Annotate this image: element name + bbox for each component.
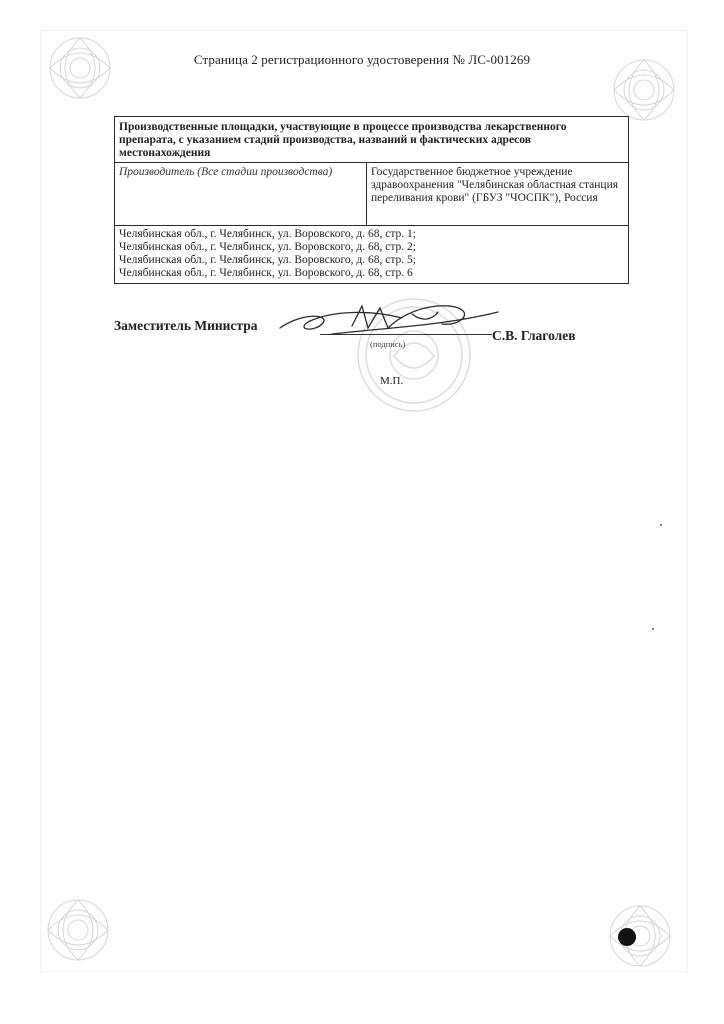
page-header: Страница 2 регистрационного удостоверения № ЛС-001269	[193, 52, 531, 67]
address-line: Челябинская обл., г. Челябинск, ул. Воровского, д. 68, стр. 5;	[119, 254, 416, 266]
punch-hole-mark	[618, 928, 636, 946]
signatory-name: С.В. Глаголев	[492, 328, 576, 343]
handwritten-signature	[262, 298, 512, 348]
address-line: Челябинская обл., г. Челябинск, ул. Воровского, д. 68, стр. 6	[119, 267, 413, 279]
corner-ornament-top-left	[38, 26, 122, 110]
scan-speck	[660, 524, 662, 526]
corner-ornament-bottom-left	[36, 888, 120, 972]
address-line: Челябинская обл., г. Челябинск, ул. Воровского, д. 68, стр. 1;	[119, 228, 416, 240]
address-line: Челябинская обл., г. Челябинск, ул. Воровского, д. 68, стр. 2;	[119, 241, 416, 253]
manufacturer-row	[115, 163, 629, 226]
position-title: Заместитель Министра	[114, 318, 258, 333]
organization-cell: Государственное бюджетное учреждение здравоохранения "Челябинская областная станция переливания крови" (ГБУЗ "ЧОСПК"), Россия	[367, 163, 629, 226]
addresses-cell	[115, 226, 629, 284]
addresses-row	[115, 226, 629, 284]
seal-placeholder-label: М.П.	[380, 375, 404, 387]
corner-ornament-bottom-right	[598, 894, 682, 978]
table-header-row	[115, 117, 629, 163]
signature-caption: (подпись)	[370, 339, 406, 349]
production-sites-table	[114, 116, 629, 284]
role-cell: Производитель (Все стадии производства)	[115, 163, 367, 226]
scan-speck	[652, 628, 654, 630]
table-header-cell: Производственные площадки, участвующие в процессе производства лекарственного препарата, с указанием стадий производства, названий и фактических адресов местонахождения	[115, 117, 629, 163]
